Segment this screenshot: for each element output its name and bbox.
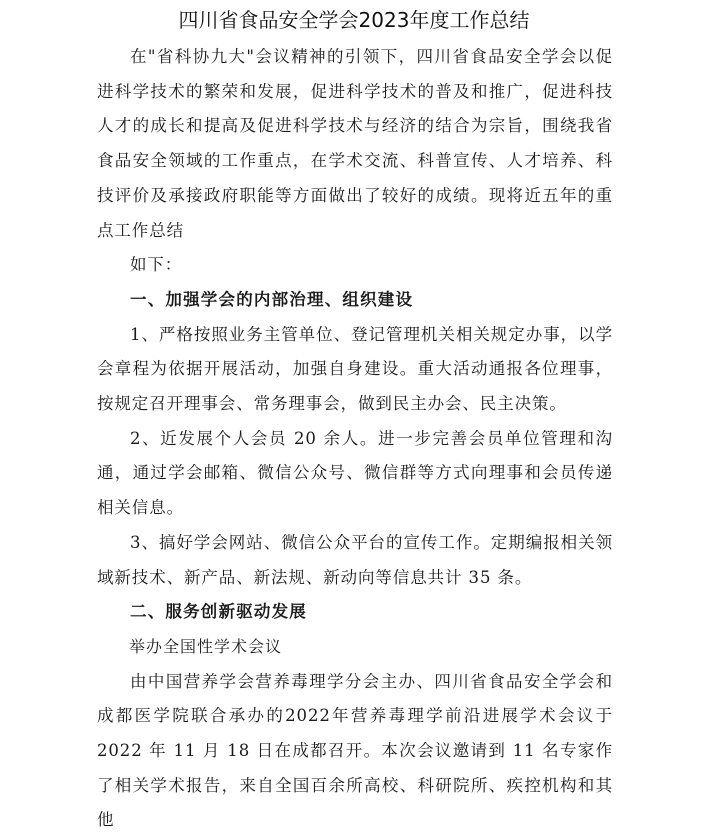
section-1-heading: 一、加强学会的内部治理、组织建设 — [130, 289, 414, 309]
conference-paragraph: 由中国营养学会营养毒理学分会主办、四川省食品安全学会和成都医学院联合承办的2022年营养毒理学前沿进展学术会议于2022 年 11 月 18 日在成都召开。本次会议邀请到 11 名专家作了相关学术报告，来自全国百余所高校、科研院所、疾控机构和其他 — [97, 671, 613, 830]
section-1-item-2: 2、近发展个人会员 20 余人。进一步完善会员单位管理和沟通，通过学会邮箱、微信公众号、微信群等方式向理事和会员传递相关信息。 — [97, 428, 613, 518]
intro-paragraph: 在"省科协九大"会议精神的引领下，四川省食品安全学会以促进科学技术的繁荣和发展，促进科学技术的普及和推广，促进科技人才的成长和提高及促进科学技术与经济的结合为宗旨，围绕我省食品安全领域的工作重点，在学术交流、科普宣传、人才培养、科技评价及承接政府职能等方面做出了较好的成绩。现将近五年的重点工作总结 — [97, 47, 613, 240]
intro-tail-paragraph: 如下： — [130, 255, 183, 275]
section-1-item-1: 1、严格按照业务主管单位、登记管理机关相关规定办事，以学会章程为依据开展活动，加强自身建设。重大活动通报各位理事，按规定召开理事会、常务理事会，做到民主办会、民主决策。 — [97, 324, 613, 414]
section-2-subheading: 举办全国性学术会议 — [129, 636, 283, 656]
document-body — [97, 40, 613, 838]
section-1-item-3: 3、搞好学会网站、微信公众平台的宣传工作。定期编报相关领域新技术、新产品、新法规、新动向等信息共计 35 条。 — [97, 532, 613, 587]
document-title: 四川省食品安全学会2023年度工作总结 — [178, 8, 530, 32]
section-2-heading: 二、服务创新驱动发展 — [130, 602, 307, 622]
